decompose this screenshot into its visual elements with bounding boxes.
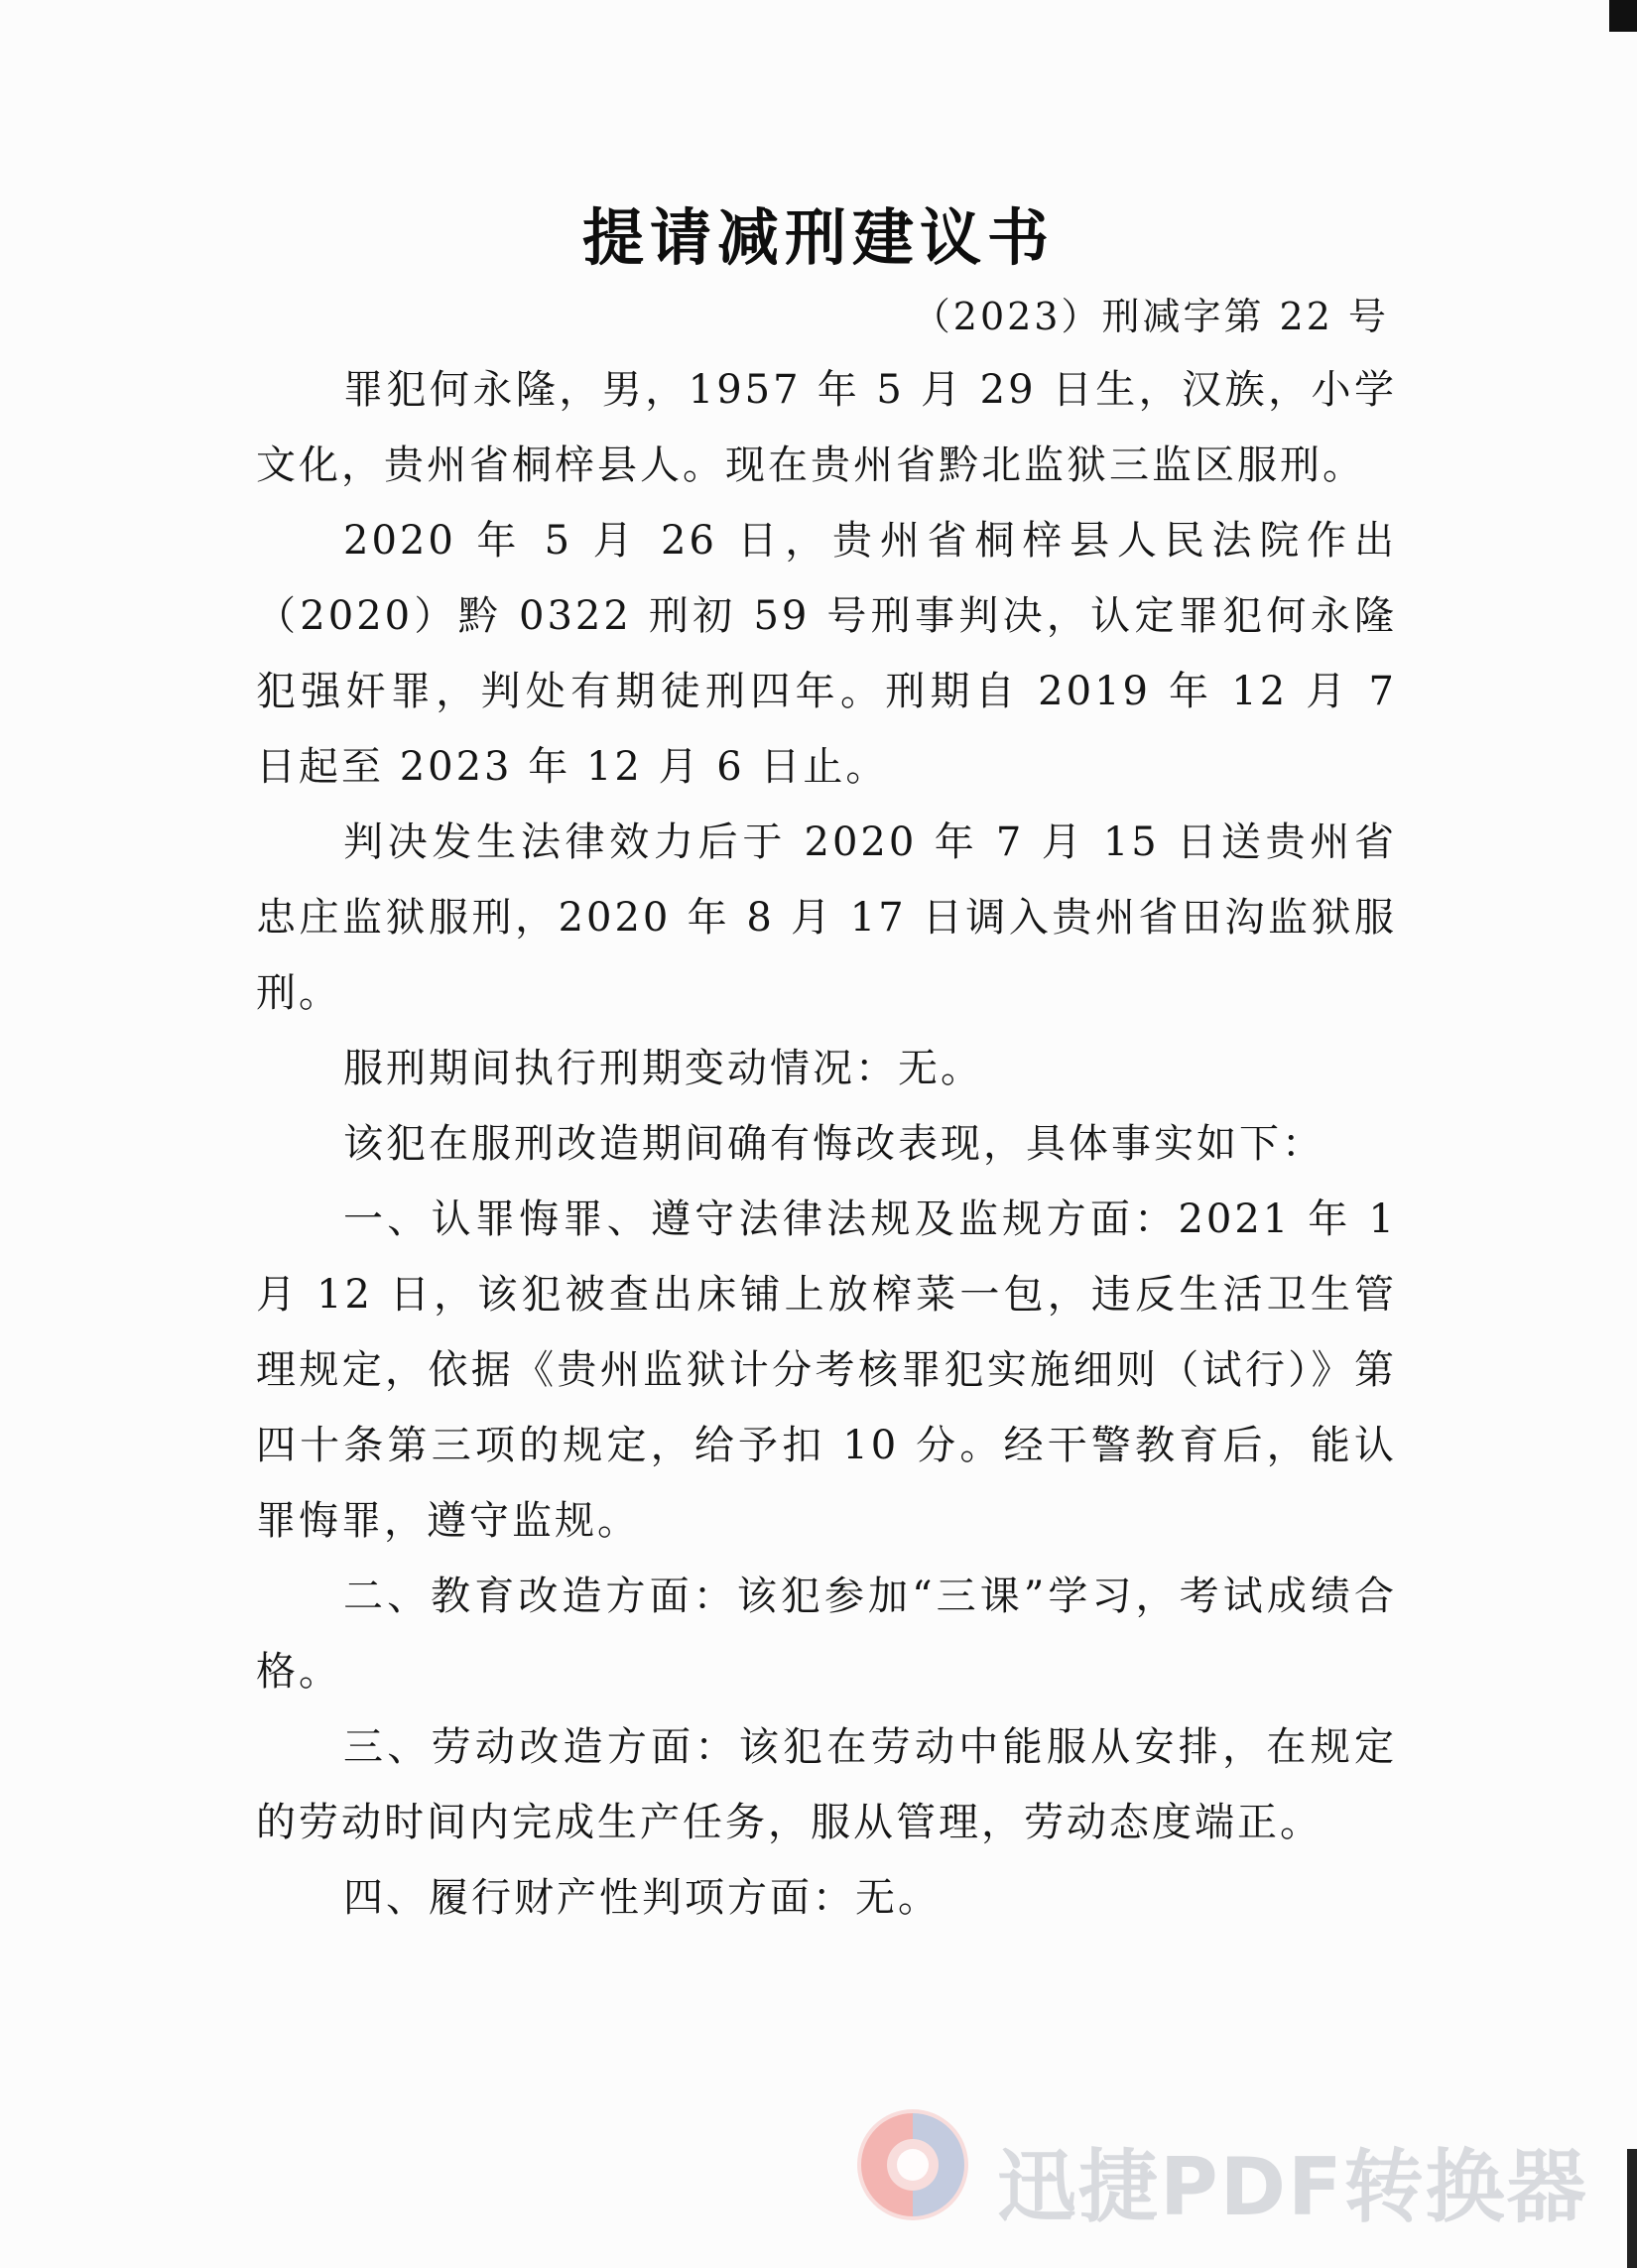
paragraph: 一、认罪悔罪、遵守法律法规及监规方面：2021 年 1 月 12 日，该犯被查出床铺上放榨菜一包，违反生活卫生管理规定，依据《贵州监狱计分考核罪犯实施细则（试行）》第四十条第三项的规定，给予扣 10 分。经干警教育后，能认罪悔罪，遵守监规。 (256, 1197, 1397, 1544)
paragraph: 服刑期间执行刑期变动情况：无。 (343, 1046, 983, 1091)
paragraph: 2020 年 5 月 26 日，贵州省桐梓县人民法院作出（2020）黔 0322 刑初 59 号刑事判决，认定罪犯何永隆犯强奸罪，判处有期徒刑四年。刑期自 2019 年 12 月 7 日起至 2023 年 12 月 6 日止。 (256, 518, 1397, 790)
paragraph: 该犯在服刑改造期间确有悔改表现，具体事实如下： (343, 1121, 1324, 1167)
scan-edge-bottom-right (1627, 2149, 1637, 2268)
watermark-text: 迅捷PDF转换器 (997, 2141, 1588, 2233)
scan-edge-top-right (1609, 0, 1637, 32)
document-number: （2023）刑减字第 22 号 (912, 295, 1389, 338)
paragraph: 罪犯何永隆，男，1957 年 5 月 29 日生，汉族，小学文化，贵州省桐梓县人。现在贵州省黔北监狱三监区服刑。 (256, 367, 1397, 488)
paragraph: 判决发生法律效力后于 2020 年 7 月 15 日送贵州省忠庄监狱服刑，2020 年 8 月 17 日调入贵州省田沟监狱服刑。 (256, 819, 1397, 1016)
paragraph: 三、劳动改造方面：该犯在劳动中能服从安排，在规定的劳动时间内完成生产任务，服从管理，劳动态度端正。 (256, 1724, 1397, 1845)
document-body (256, 352, 1397, 1936)
document-title: 提请减刑建议书 (581, 201, 1055, 274)
watermark (848, 2103, 1592, 2232)
xunjie-logo-icon (848, 2103, 977, 2232)
paragraph: 四、履行财产性判项方面：无。 (343, 1875, 941, 1921)
paragraph: 二、教育改造方面：该犯参加“三课”学习，考试成绩合格。 (256, 1574, 1397, 1695)
